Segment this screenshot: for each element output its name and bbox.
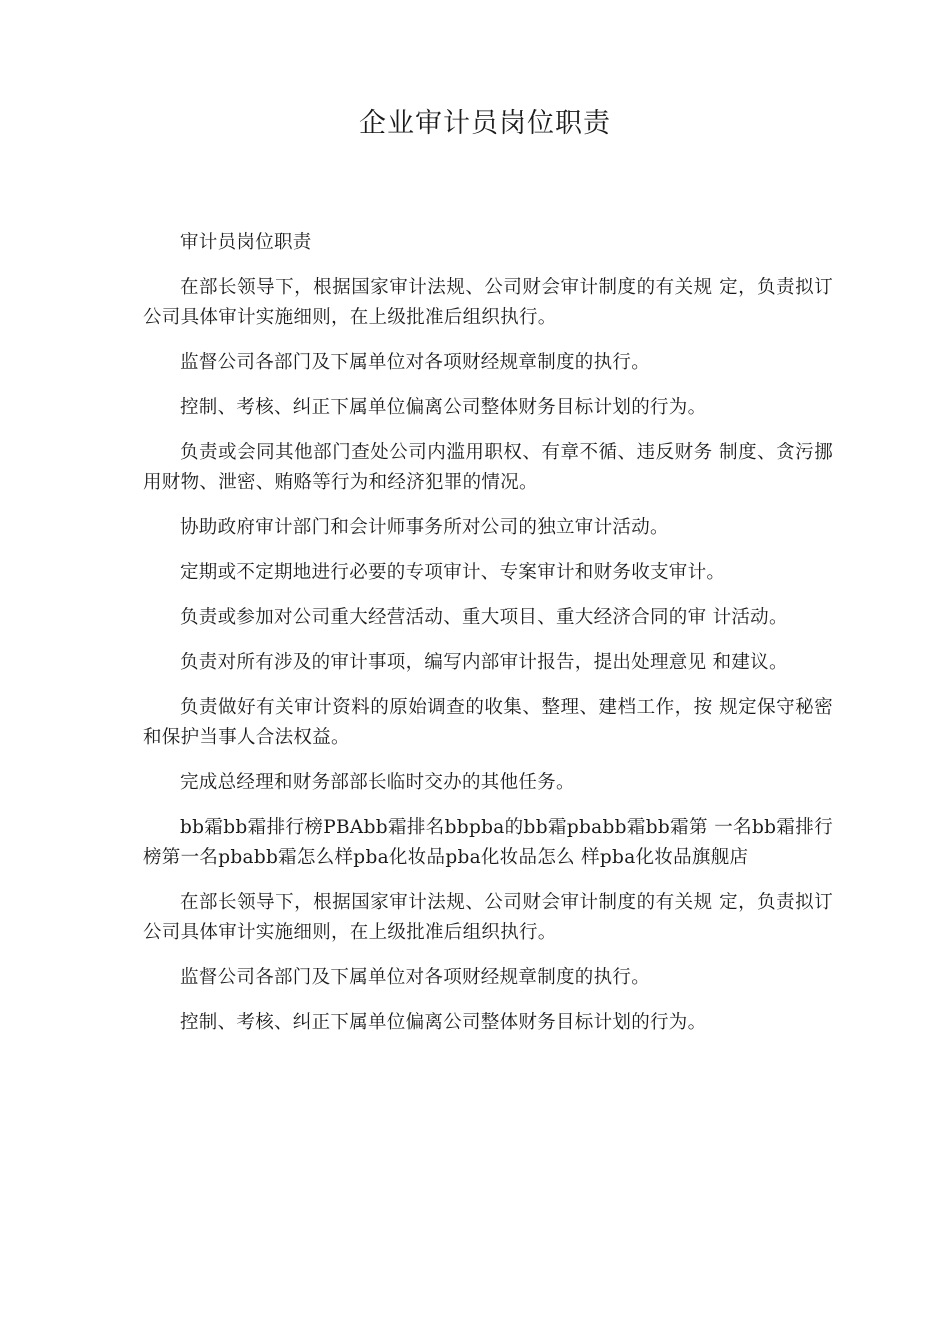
paragraph: 控制、考核、纠正下属单位偏离公司整体财务目标计划的行为。 — [180, 397, 707, 418]
paragraph: 负责对所有涉及的审计事项，编写内部审计报告，提出处理意见 和建议。 — [180, 652, 788, 673]
paragraph: 完成总经理和财务部部长临时交办的其他任务。 — [180, 772, 575, 793]
paragraph: 负责或参加对公司重大经营活动、重大项目、重大经济合同的审 计活动。 — [180, 607, 788, 628]
paragraph: 负责或会同其他部门查处公司内滥用职权、有章不循、违反财务 制度、贪污挪用财物、泄密、贿赂等行为和经济犯罪的情况。 — [143, 442, 833, 493]
paragraph-section-heading: 审计员岗位职责 — [180, 232, 312, 253]
paragraph: 监督公司各部门及下属单位对各项财经规章制度的执行。 — [180, 967, 651, 988]
paragraph: 协助政府审计部门和会计师事务所对公司的独立审计活动。 — [180, 517, 669, 538]
paragraph: 在部长领导下，根据国家审计法规、公司财会审计制度的有关规 定，负责拟订公司具体审计实施细则，在上级批准后组织执行。 — [143, 277, 833, 328]
document-title: 企业审计员岗位职责 — [359, 108, 611, 139]
paragraph: 负责做好有关审计资料的原始调查的收集、整理、建档工作，按 规定保守秘密和保护当事人合法权益。 — [143, 697, 833, 748]
paragraph: 控制、考核、纠正下属单位偏离公司整体财务目标计划的行为。 — [180, 1012, 707, 1033]
document-body — [143, 228, 833, 1053]
paragraph: 在部长领导下，根据国家审计法规、公司财会审计制度的有关规 定，负责拟订公司具体审计实施细则，在上级批准后组织执行。 — [143, 892, 833, 943]
paragraph: 监督公司各部门及下属单位对各项财经规章制度的执行。 — [180, 352, 651, 373]
paragraph: 定期或不定期地进行必要的专项审计、专案审计和财务收支审计。 — [180, 562, 726, 583]
paragraph: bb霜bb霜排行榜PBAbb霜排名bbpba的bb霜pbabb霜bb霜第 一名bb霜排行榜第一名pbabb霜怎么样pba化妆品pba化妆品怎么 样pba化妆品旗舰店 — [143, 817, 833, 868]
